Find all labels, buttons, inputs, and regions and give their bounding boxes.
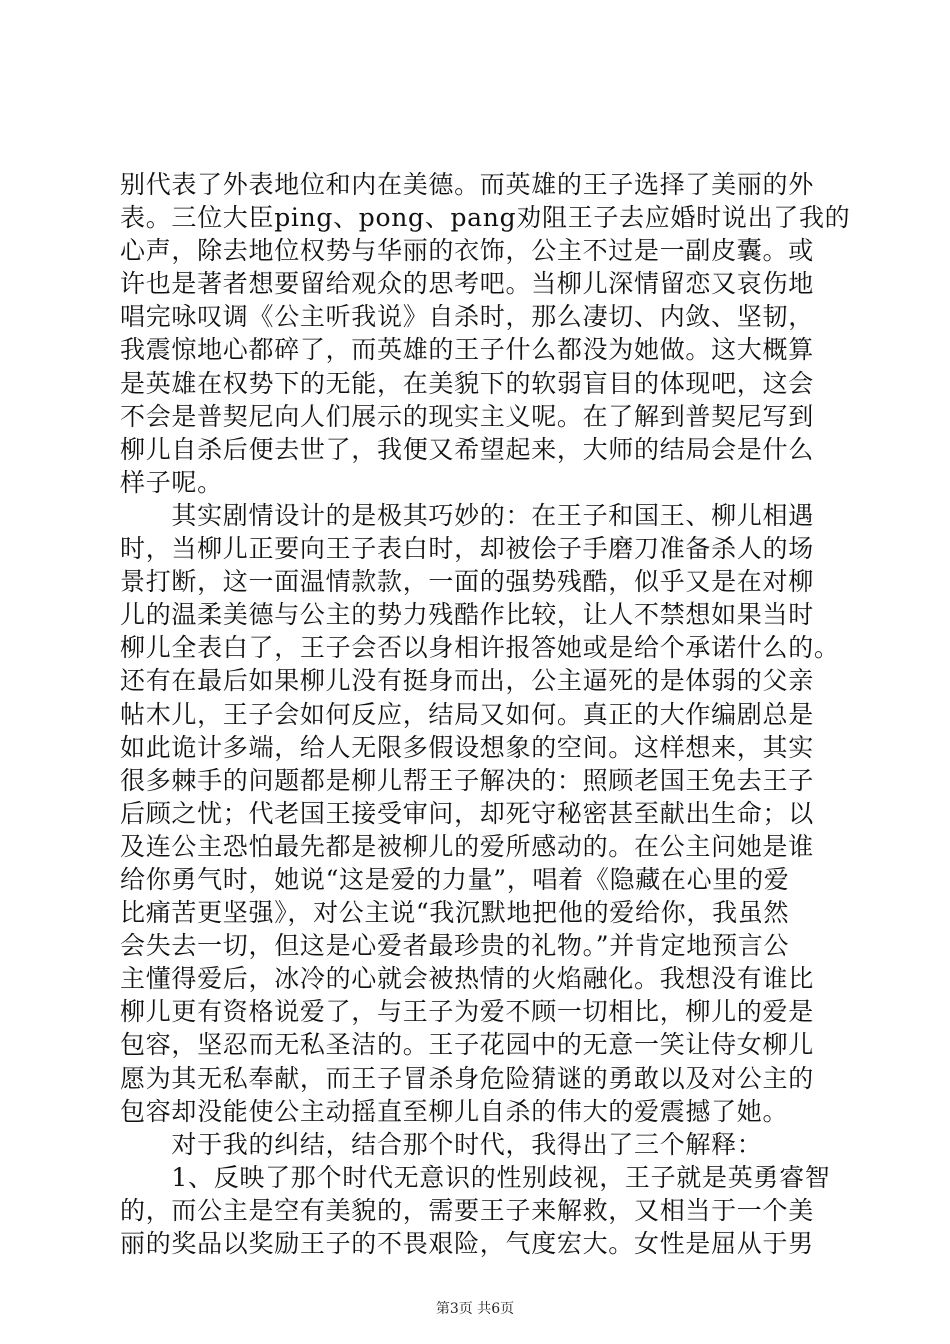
text-line: 帖木儿，王子会如何反应，结局又如何。真正的大作编剧总是	[120, 699, 814, 729]
text-line: 儿的温柔美德与公主的势力残酷作比较，让人不禁想如果当时	[120, 600, 814, 630]
text-line: 柳儿全表白了，王子会否以身相许报答她或是给个承诺什么的。	[120, 633, 840, 663]
text-line: 包容，坚忍而无私圣洁的。王子花园中的无意一笑让侍女柳儿	[120, 1030, 814, 1060]
text-line: 如此诡计多端，给人无限多假设想象的空间。这样想来，其实	[120, 732, 814, 762]
text-line: 主懂得爱后，冰冷的心就会被热情的火焰融化。我想没有谁比	[120, 964, 814, 994]
text-line: 别代表了外表地位和内在美德。而英雄的王子选择了美丽的外	[120, 170, 814, 199]
text-line: 景打断，这一面温情款款，一面的强势残酷，似乎又是在对柳	[120, 567, 814, 597]
text-line: 对于我的纠结，结合那个时代，我得出了三个解释：	[120, 1129, 763, 1159]
text-line: 还有在最后如果柳儿没有挺身而出，公主逼死的是体弱的父亲	[120, 666, 814, 696]
text-line: 1、反映了那个时代无意识的性别歧视，王子就是英勇睿智	[120, 1162, 831, 1192]
text-line: 是英雄在权势下的无能，在美貌下的软弱盲目的体现吧，这会	[120, 368, 814, 398]
text-line: 愿为其无私奉献，而王子冒杀身危险猜谜的勇敢以及对公主的	[120, 1063, 814, 1093]
text-line: 不会是普契尼向人们展示的现实主义呢。在了解到普契尼写到	[120, 401, 814, 431]
text-line: 后顾之忧；代老国王接受审问，却死守秘密甚至献出生命；以	[120, 798, 814, 828]
text-line: 表。三位大臣ping、pong、pang劝阻王子去应婚时说出了我的	[120, 203, 851, 233]
text-line: 心声，除去地位权势与华丽的衣饰，公主不过是一副皮囊。或	[120, 236, 814, 266]
text-line: 很多棘手的问题都是柳儿帮王子解决的：照顾老国王免去王子	[120, 765, 814, 795]
text-line: 会失去一切，但这是心爱者最珍贵的礼物。”并肯定地预言公	[120, 931, 790, 961]
text-line: 包容却没能使公主动摇直至柳儿自杀的伟大的爱震撼了她。	[120, 1096, 789, 1126]
text-line: 我震惊地心都碎了，而英雄的王子什么都没为她做。这大概算	[120, 335, 814, 365]
text-line: 柳儿更有资格说爱了，与王子为爱不顾一切相比，柳儿的爱是	[120, 997, 814, 1027]
text-line: 柳儿自杀后便去世了，我便又希望起来，大师的结局会是什么	[120, 434, 814, 464]
text-line: 比痛苦更坚强》，对公主说“我沉默地把他的爱给你，我虽然	[120, 898, 790, 928]
document-body	[120, 168, 851, 1260]
text-line: 丽的奖品以奖励王子的不畏艰险，气度宏大。女性是屈从于男	[120, 1229, 814, 1258]
text-line: 许也是著者想要留给观众的思考吧。当柳儿深情留恋又哀伤地	[120, 269, 814, 299]
text-line: 样子呢。	[120, 467, 223, 497]
page-footer: 第3页 共6页	[435, 1301, 515, 1317]
text-line: 唱完咏叹调《公主听我说》自杀时，那么凄切、内敛、坚韧，	[120, 302, 814, 332]
text-line: 其实剧情设计的是极其巧妙的：在王子和国王、柳儿相遇	[120, 500, 814, 530]
text-line: 及连公主恐怕最先都是被柳儿的爱所感动的。在公主问她是谁	[120, 831, 814, 861]
text-line: 给你勇气时，她说“这是爱的力量”，唱着《隐藏在心里的爱	[120, 864, 790, 894]
text-line: 时，当柳儿正要向王子表白时，却被侩子手磨刀准备杀人的场	[120, 534, 814, 564]
text-line: 的，而公主是空有美貌的，需要王子来解救，又相当于一个美	[120, 1195, 814, 1225]
